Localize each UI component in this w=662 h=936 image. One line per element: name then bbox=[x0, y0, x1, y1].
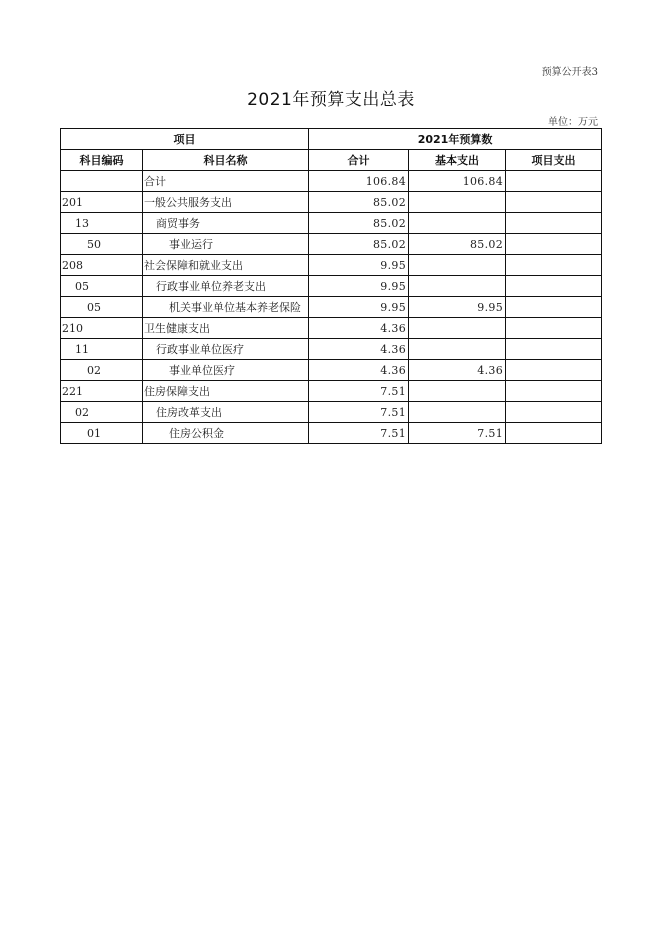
cell-total: 9.95 bbox=[309, 297, 409, 318]
cell-total: 7.51 bbox=[309, 423, 409, 444]
cell-project bbox=[506, 297, 602, 318]
cell-name: 机关事业单位基本养老保险 bbox=[143, 297, 309, 318]
cell-code: 11 bbox=[61, 339, 143, 360]
budget-expenditure-table bbox=[60, 128, 602, 444]
table-row bbox=[61, 255, 602, 276]
table-row bbox=[61, 297, 602, 318]
cell-project bbox=[506, 234, 602, 255]
table-row bbox=[61, 213, 602, 234]
cell-basic bbox=[409, 192, 506, 213]
cell-total: 9.95 bbox=[309, 276, 409, 297]
cell-code: 05 bbox=[61, 276, 143, 297]
cell-total: 7.51 bbox=[309, 381, 409, 402]
table-row bbox=[61, 192, 602, 213]
cell-name: 行政事业单位医疗 bbox=[143, 339, 309, 360]
cell-code: 05 bbox=[61, 297, 143, 318]
cell-basic bbox=[409, 276, 506, 297]
cell-project bbox=[506, 339, 602, 360]
cell-code: 50 bbox=[61, 234, 143, 255]
group-header-item: 项目 bbox=[61, 129, 309, 150]
cell-basic: 7.51 bbox=[409, 423, 506, 444]
table-row bbox=[61, 360, 602, 381]
column-header-row bbox=[61, 150, 602, 171]
table-row bbox=[61, 234, 602, 255]
table-row-total bbox=[61, 171, 602, 192]
table-row bbox=[61, 402, 602, 423]
table-row bbox=[61, 381, 602, 402]
cell-basic bbox=[409, 339, 506, 360]
cell-code: 02 bbox=[61, 360, 143, 381]
cell-name: 事业单位医疗 bbox=[143, 360, 309, 381]
cell-code bbox=[61, 171, 143, 192]
cell-project bbox=[506, 423, 602, 444]
cell-name: 卫生健康支出 bbox=[143, 318, 309, 339]
cell-code: 01 bbox=[61, 423, 143, 444]
cell-project bbox=[506, 276, 602, 297]
cell-name: 住房改革支出 bbox=[143, 402, 309, 423]
table-row bbox=[61, 339, 602, 360]
cell-name: 商贸事务 bbox=[143, 213, 309, 234]
cell-total: 4.36 bbox=[309, 318, 409, 339]
cell-project bbox=[506, 360, 602, 381]
cell-name: 一般公共服务支出 bbox=[143, 192, 309, 213]
cell-name: 合计 bbox=[143, 171, 309, 192]
table-row bbox=[61, 276, 602, 297]
cell-basic: 106.84 bbox=[409, 171, 506, 192]
cell-basic: 85.02 bbox=[409, 234, 506, 255]
cell-total: 4.36 bbox=[309, 360, 409, 381]
cell-total: 7.51 bbox=[309, 402, 409, 423]
cell-project bbox=[506, 255, 602, 276]
cell-total: 85.02 bbox=[309, 234, 409, 255]
column-header-code: 科目编码 bbox=[61, 150, 143, 171]
cell-project bbox=[506, 381, 602, 402]
cell-name: 行政事业单位养老支出 bbox=[143, 276, 309, 297]
cell-project bbox=[506, 402, 602, 423]
column-header-basic: 基本支出 bbox=[409, 150, 506, 171]
unit-label: 单位：万元 bbox=[548, 117, 598, 128]
cell-code: 208 bbox=[61, 255, 143, 276]
group-header-row bbox=[61, 129, 602, 150]
cell-total: 85.02 bbox=[309, 213, 409, 234]
column-header-project: 项目支出 bbox=[506, 150, 602, 171]
cell-code: 221 bbox=[61, 381, 143, 402]
cell-basic: 9.95 bbox=[409, 297, 506, 318]
cell-project bbox=[506, 192, 602, 213]
cell-project bbox=[506, 318, 602, 339]
cell-name: 事业运行 bbox=[143, 234, 309, 255]
column-header-name: 科目名称 bbox=[143, 150, 309, 171]
table-row bbox=[61, 318, 602, 339]
cell-basic bbox=[409, 213, 506, 234]
form-number: 预算公开表3 bbox=[541, 67, 598, 78]
page-title: 2021年预算支出总表 bbox=[247, 90, 415, 110]
cell-code: 201 bbox=[61, 192, 143, 213]
cell-name: 住房保障支出 bbox=[143, 381, 309, 402]
group-header-budget: 2021年预算数 bbox=[309, 129, 602, 150]
cell-code: 02 bbox=[61, 402, 143, 423]
cell-basic bbox=[409, 318, 506, 339]
cell-name: 住房公积金 bbox=[143, 423, 309, 444]
cell-total: 9.95 bbox=[309, 255, 409, 276]
cell-name: 社会保障和就业支出 bbox=[143, 255, 309, 276]
cell-total: 106.84 bbox=[309, 171, 409, 192]
cell-project bbox=[506, 171, 602, 192]
cell-basic: 4.36 bbox=[409, 360, 506, 381]
cell-basic bbox=[409, 381, 506, 402]
cell-basic bbox=[409, 402, 506, 423]
cell-project bbox=[506, 213, 602, 234]
cell-total: 4.36 bbox=[309, 339, 409, 360]
cell-basic bbox=[409, 255, 506, 276]
table-row bbox=[61, 423, 602, 444]
cell-total: 85.02 bbox=[309, 192, 409, 213]
cell-code: 13 bbox=[61, 213, 143, 234]
cell-code: 210 bbox=[61, 318, 143, 339]
column-header-total: 合计 bbox=[309, 150, 409, 171]
